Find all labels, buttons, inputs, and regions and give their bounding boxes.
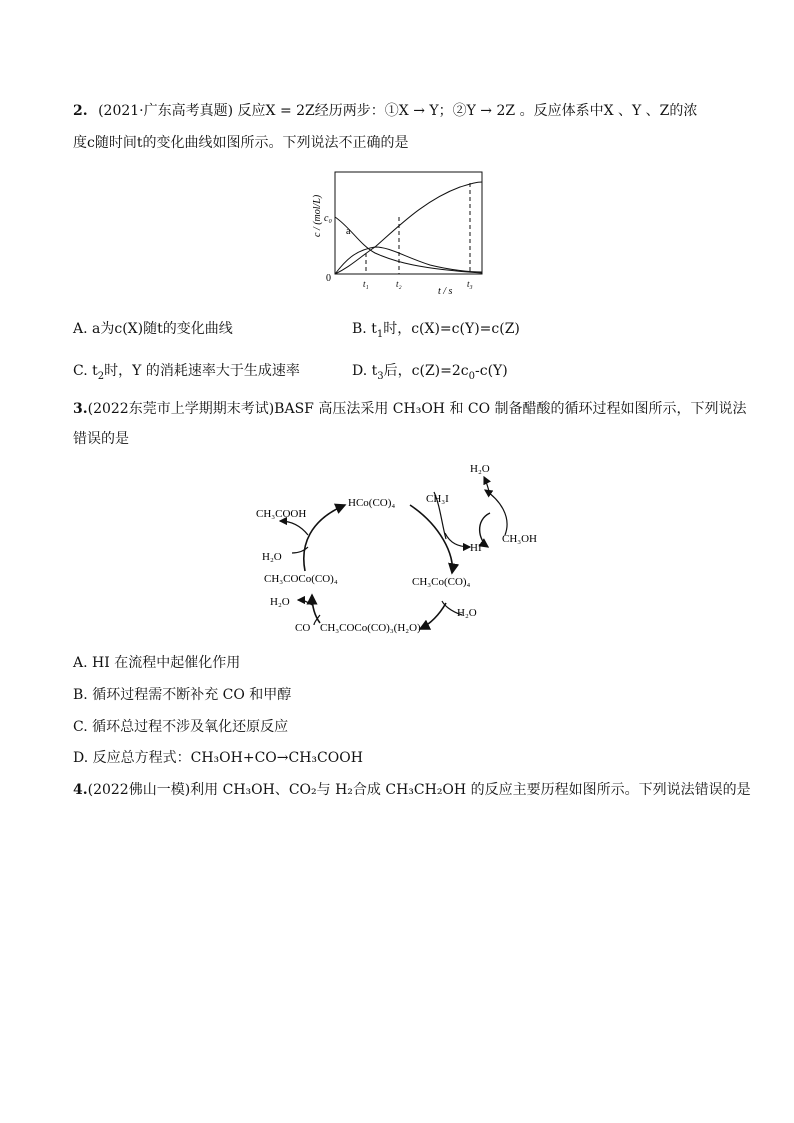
curve-z	[335, 182, 482, 274]
q2-option-c-post: 时，Y 的消耗速率大于生成速率	[104, 363, 300, 379]
arc-hco-to-ch3co	[410, 505, 452, 573]
q2-option-c	[73, 360, 300, 388]
tick-t3: t₃	[467, 279, 473, 289]
q2-option-d-pre: D. t	[352, 363, 378, 379]
q4-line1	[73, 779, 751, 801]
y-axis-label: c / (mol/L)	[312, 194, 323, 237]
curve-a-label: a	[346, 226, 351, 237]
q4-number: 4.	[73, 782, 88, 798]
q3-line1	[73, 398, 747, 420]
q2-line1	[73, 100, 697, 122]
label-ch3coco-h2o: CH₃COCo(CO)₃(H₂O)	[320, 622, 421, 634]
q2-stem-b: 度c随时间t的变化曲线如图所示。下列说法不正确的是	[73, 135, 409, 151]
h2o-left-low-arrow	[298, 600, 312, 605]
q2-option-c-sub: 2	[97, 370, 105, 382]
x-axis-label: t / s	[438, 286, 453, 295]
curve-x	[335, 217, 482, 273]
tick-t2: t₂	[396, 279, 402, 289]
q2-option-b-pre: B. t	[352, 321, 377, 337]
label-h2o-left-low: H₂O	[270, 596, 290, 608]
origin-label: 0	[326, 273, 331, 284]
q3-option-a: A. HI 在流程中起催化作用	[73, 655, 241, 671]
q4-stem: (2022佛山一模)利用 CH₃OH、CO₂与 H₂合成 CH₃CH₂OH 的反应主要历程如图所示。下列说法错误的是	[87, 782, 751, 798]
q2-number: 2.	[73, 103, 88, 119]
q2-option-c-pre: C. t	[73, 363, 98, 379]
q3-stem-a: (2022东莞市上学期期末考试)BASF 高压法采用 CH₃OH 和 CO 制备醋酸的循环过程如图所示，下列说法	[87, 401, 747, 417]
label-co: CO	[295, 622, 311, 634]
label-h2o-top: H₂O	[470, 463, 490, 475]
q2-option-d	[352, 360, 508, 388]
label-h2o-left-high: H₂O	[262, 551, 282, 563]
label-hco: HCo(CO)₄	[348, 497, 396, 509]
q2-option-d-mid: 后，c(Z)=2c	[383, 363, 469, 379]
q3-option-c: C. 循环总过程不涉及氧化还原反应	[73, 719, 289, 735]
label-h2o-right: H₂O	[457, 607, 477, 619]
q2-stem-a: 反应X = 2Z经历两步：①X → Y；②Y → 2Z 。反应体系中X 、Y 、Z的浓	[237, 103, 698, 119]
q3-stem-b: 错误的是	[73, 431, 129, 447]
hi-out-arrow	[445, 533, 470, 547]
q2-source: (2021·广东高考真题)	[98, 103, 234, 119]
ch3cooh-out-arrow	[280, 521, 308, 535]
q2-option-b	[352, 318, 520, 346]
q3-cycle-diagram	[250, 455, 550, 640]
q3-option-d: D. 反应总方程式：CH₃OH+CO→CH₃COOH	[73, 750, 363, 766]
label-ch3cooh: CH₃COOH	[256, 508, 307, 520]
label-ch3i: CH₃I	[426, 493, 449, 505]
ch3oh-in-arc	[485, 490, 507, 535]
q3-option-b: B. 循环过程需不断补充 CO 和甲醇	[73, 687, 292, 703]
q2-option-d-post: -c(Y)	[475, 363, 508, 379]
c0-label: c₀	[324, 213, 332, 224]
q2-concentration-graph	[300, 165, 500, 295]
q2-option-a: A. a为c(X)随t的变化曲线	[73, 321, 233, 337]
q2-option-d-sub: 3	[377, 370, 384, 382]
q3-number: 3.	[73, 401, 88, 417]
label-ch3co: CH₃Co(CO)₄	[412, 576, 471, 588]
label-hi: HI	[470, 542, 482, 554]
label-ch3coco: CH₃COCo(CO)₄	[264, 573, 338, 585]
h2o-out-arc	[484, 477, 490, 495]
q2-option-b-sub: 1	[376, 328, 384, 340]
arc-ch3coco-to-hco	[304, 505, 345, 571]
label-ch3oh: CH₃OH	[502, 533, 538, 545]
q2-option-b-post: 时，c(X)=c(Y)=c(Z)	[383, 321, 520, 337]
arc-acyl-to-ch3coco	[312, 595, 320, 623]
q2-option-d-sub2: 0	[468, 370, 475, 382]
tick-t1: t₁	[363, 279, 369, 289]
arc-ch3co-to-acyl-h2o	[420, 603, 446, 629]
